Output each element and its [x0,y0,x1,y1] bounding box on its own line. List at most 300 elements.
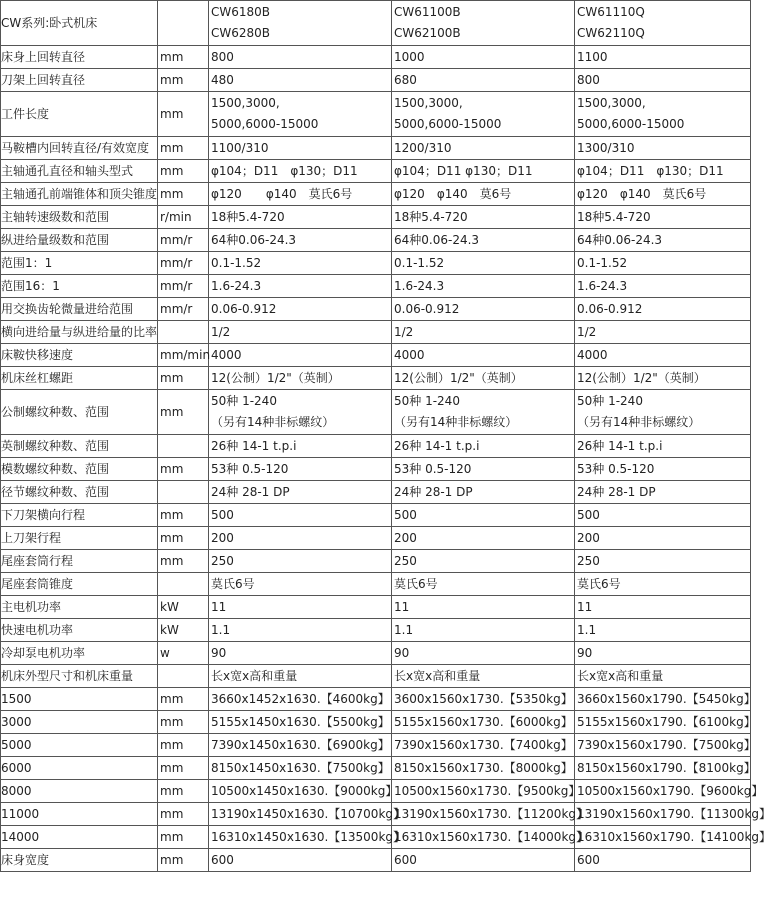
value-cell [209,849,392,872]
table-row [1,92,751,137]
value-cell [575,596,751,619]
value-cell [209,390,392,435]
value-cell [392,458,575,481]
row-label: 机床丝杠螺距 [1,367,158,390]
value-cell [575,527,751,550]
row-unit [158,321,209,344]
row-unit: r/min [158,206,209,229]
table-row [1,596,751,619]
row-unit: mm [158,826,209,849]
value-cell [575,160,751,183]
value-line: 7390x1560x1790.【7500kg】 [577,737,756,752]
value-line: 0.06-0.912 [577,301,643,316]
value-line: 200 [394,530,417,545]
value-cell [209,573,392,596]
value-line: 12(公制）1/2"（英制） [211,370,340,385]
row-unit [158,573,209,596]
row-label: 尾座套筒行程 [1,550,158,573]
value-cell [575,550,751,573]
value-cell [209,275,392,298]
row-label: 纵进给量级数和范围 [1,229,158,252]
value-line: 长x宽x高和重量 [211,668,298,683]
value-line: 24种 28-1 DP [394,484,473,499]
table-row [1,435,751,458]
value-line: 50种 1-240 [211,394,277,408]
model-name: CW62110Q [577,26,645,40]
value-cell [209,458,392,481]
value-line: 1.6-24.3 [394,278,445,293]
value-line: （另有14种非标螺纹） [394,415,518,429]
value-cell [209,504,392,527]
value-cell [392,757,575,780]
value-line: 1.1 [394,622,414,637]
value-cell [392,183,575,206]
value-line: （另有14种非标螺纹） [211,415,335,429]
value-cell [575,780,764,803]
value-line: 1100 [577,49,608,64]
value-cell [575,367,751,390]
value-cell [392,780,581,803]
value-line: 11 [394,599,410,614]
value-cell [575,573,751,596]
row-label: 马鞍槽内回转直径/有效宽度 [1,137,158,160]
row-label: 床身宽度 [1,849,158,872]
row-label: 8000 [1,780,158,803]
value-line: 600 [211,852,234,867]
value-cell [575,137,751,160]
table-row [1,344,751,367]
table-row [1,642,751,665]
value-line: 1/2 [394,324,414,339]
value-cell [575,321,751,344]
row-label: 工件长度 [1,92,158,137]
value-cell [575,344,751,367]
value-line: 1500,3000, [577,96,646,110]
value-cell [575,665,751,688]
value-cell [575,734,756,757]
row-unit: mm [158,183,209,206]
value-line: 13190x1450x1630.【10700kg】 [211,806,406,821]
row-unit: mm/r [158,229,209,252]
value-line: 26种 14-1 t.p.i [211,438,297,453]
value-cell [209,344,392,367]
row-unit: mm/r [158,298,209,321]
value-line: 长x宽x高和重量 [577,668,664,683]
value-line: φ120 φ140 莫6号 [394,186,512,201]
value-line: 11 [211,599,227,614]
row-unit [158,481,209,504]
value-line: 1.6-24.3 [211,278,262,293]
value-cell [209,711,392,734]
value-cell [575,183,751,206]
value-cell [392,688,575,711]
value-line: 7390x1560x1730.【7400kg】 [394,737,573,752]
value-cell [392,642,575,665]
value-cell [575,206,751,229]
unit-header-cell [158,1,209,46]
value-cell [209,826,406,849]
row-unit: mm [158,734,209,757]
value-line: 莫氏6号 [211,576,255,591]
row-label: 范围1：1 [1,252,158,275]
value-line: 24种 28-1 DP [577,484,656,499]
value-line: 8150x1560x1730.【8000kg】 [394,760,573,775]
value-line: 26种 14-1 t.p.i [577,438,663,453]
value-line: 5155x1560x1790.【6100kg】 [577,714,756,729]
table-row [1,527,751,550]
value-line: 1500,3000, [394,96,463,110]
row-label: 公制螺纹种数、范围 [1,390,158,435]
value-cell [209,665,392,688]
row-label: 3000 [1,711,158,734]
table-row [1,481,751,504]
value-cell [209,596,392,619]
value-cell [575,826,771,849]
value-cell [575,435,751,458]
value-line: 53种 0.5-120 [577,461,655,476]
row-unit: mm [158,390,209,435]
row-unit: mm/min [158,344,209,367]
value-cell [575,69,751,92]
value-cell [392,160,575,183]
table-row [1,46,751,69]
value-cell [392,344,575,367]
row-label: 快速电机功率 [1,619,158,642]
value-line: φ120 φ140 莫氏6号 [577,186,707,201]
row-unit: mm/r [158,275,209,298]
table-row [1,69,751,92]
value-cell [392,596,575,619]
row-label: 11000 [1,803,158,826]
value-line: 1.1 [211,622,231,637]
value-cell [575,619,751,642]
row-unit: mm [158,504,209,527]
value-cell [392,573,575,596]
value-line: 250 [577,553,600,568]
value-cell [209,688,392,711]
value-line: 500 [211,507,234,522]
value-cell [209,183,392,206]
value-cell [392,206,575,229]
row-unit: mm [158,849,209,872]
value-cell [575,849,751,872]
value-line: 200 [211,530,234,545]
row-unit: mm [158,69,209,92]
value-cell [392,275,575,298]
value-line: 0.06-0.912 [394,301,460,316]
table-row [1,734,751,757]
value-line: 13190x1560x1730.【11200kg】 [394,806,589,821]
value-line: 0.1-1.52 [211,255,262,270]
value-cell [209,481,392,504]
value-line: 7390x1450x1630.【6900kg】 [211,737,390,752]
row-unit: mm [158,688,209,711]
value-line: 600 [577,852,600,867]
value-cell [392,711,575,734]
value-cell [209,69,392,92]
row-label: 1500 [1,688,158,711]
value-cell [209,46,392,69]
value-cell [209,734,392,757]
value-line: 50种 1-240 [394,394,460,408]
value-cell [392,527,575,550]
value-line: （另有14种非标螺纹） [577,415,701,429]
row-unit: mm [158,711,209,734]
value-cell [392,321,575,344]
value-line: 90 [577,645,593,660]
value-cell [392,92,575,137]
value-cell [392,504,575,527]
value-line: 18种5.4-720 [577,209,651,224]
value-cell [575,688,756,711]
value-line: 64种0.06-24.3 [211,232,297,247]
value-line: 10500x1560x1730.【9500kg】 [394,783,581,798]
value-line: 1/2 [211,324,231,339]
value-cell [209,229,392,252]
value-cell [392,69,575,92]
value-line: 24种 28-1 DP [211,484,290,499]
value-line: 5000,6000-15000 [211,117,319,131]
value-cell [575,458,751,481]
row-unit: mm [158,757,209,780]
table-row [1,298,751,321]
row-unit: mm [158,367,209,390]
value-cell [209,252,392,275]
value-line: 90 [394,645,410,660]
value-cell [392,619,575,642]
value-cell [392,298,575,321]
value-line: φ120 φ140 莫氏6号 [211,186,353,201]
table-row [1,780,751,803]
value-line: 4000 [211,347,242,362]
value-line: 1200/310 [394,140,452,155]
model-name: CW6280B [211,26,271,40]
value-line: 16310x1560x1730.【14000kg】 [394,829,589,844]
value-line: 5000,6000-15000 [577,117,685,131]
value-cell [575,504,751,527]
value-cell [575,757,756,780]
model-header-1 [209,1,392,46]
value-line: 50种 1-240 [577,394,643,408]
value-line: 600 [394,852,417,867]
row-label: 英制螺纹种数、范围 [1,435,158,458]
row-label: 主轴通孔前端锥体和顶尖锥度 [1,183,158,206]
row-label: 14000 [1,826,158,849]
value-line: 1.6-24.3 [577,278,628,293]
model-header-3 [575,1,751,46]
row-label: 模数螺纹种数、范围 [1,458,158,481]
row-label: 5000 [1,734,158,757]
table-row [1,573,751,596]
value-line: 26种 14-1 t.p.i [394,438,480,453]
value-cell [209,298,392,321]
row-unit: mm [158,46,209,69]
value-cell [392,390,575,435]
value-cell [392,826,589,849]
value-cell [209,435,392,458]
row-label: 主电机功率 [1,596,158,619]
table-row [1,711,751,734]
value-line: 1100/310 [211,140,269,155]
value-line: 90 [211,645,227,660]
table-row [1,665,751,688]
value-line: 53种 0.5-120 [211,461,289,476]
row-label: 机床外型尺寸和机床重量 [1,665,158,688]
value-line: 4000 [577,347,608,362]
table-row [1,367,751,390]
value-line: 0.1-1.52 [394,255,445,270]
value-cell [392,481,575,504]
value-line: 11 [577,599,593,614]
value-cell [575,92,751,137]
value-line: 1300/310 [577,140,635,155]
row-unit: mm [158,803,209,826]
row-unit: mm [158,458,209,481]
row-unit: mm [158,137,209,160]
value-line: 4000 [394,347,425,362]
table-title [1,1,158,46]
value-line: 3600x1560x1730.【5350kg】 [394,691,573,706]
row-label: 冷却泵电机功率 [1,642,158,665]
table-row [1,137,751,160]
value-line: 莫氏6号 [394,576,438,591]
value-cell [575,390,751,435]
value-line: 10500x1560x1790.【9600kg】 [577,783,764,798]
value-cell [575,298,751,321]
value-cell [209,803,406,826]
value-cell [209,321,392,344]
row-unit: mm/r [158,252,209,275]
value-line: 16310x1560x1790.【14100kg】 [577,829,771,844]
value-line: 18种5.4-720 [211,209,285,224]
value-cell [209,780,398,803]
table-row [1,803,751,826]
value-cell [575,46,751,69]
value-line: φ104；D11 φ130；D11 [211,163,358,178]
value-cell [209,619,392,642]
value-line: 1/2 [577,324,597,339]
value-line: 0.1-1.52 [577,255,628,270]
value-cell [575,481,751,504]
value-cell [209,757,392,780]
value-line: 53种 0.5-120 [394,461,472,476]
table-row [1,458,751,481]
value-line: 480 [211,72,234,87]
value-cell [209,527,392,550]
value-line: 5155x1560x1730.【6000kg】 [394,714,573,729]
value-cell [392,46,575,69]
value-cell [209,550,392,573]
value-line: 3660x1452x1630.【4600kg】 [211,691,390,706]
model-name: CW61100B [394,5,461,19]
model-header-2 [392,1,575,46]
value-cell [209,206,392,229]
value-cell [575,711,756,734]
row-label: 刀架上回转直径 [1,69,158,92]
row-label: 用交换齿轮微量进给范围 [1,298,158,321]
value-line: 800 [577,72,600,87]
table-row [1,849,751,872]
value-cell [392,435,575,458]
value-line: 16310x1450x1630.【13500kg】 [211,829,406,844]
value-cell [575,252,751,275]
row-unit: w [158,642,209,665]
row-label: 主轴转速级数和范围 [1,206,158,229]
model-name: CW62100B [394,26,461,40]
value-cell [392,229,575,252]
row-unit: kW [158,596,209,619]
value-cell [575,642,751,665]
table-row [1,619,751,642]
model-name: CW6180B [211,5,271,19]
value-cell [209,642,392,665]
value-line: 64种0.06-24.3 [394,232,480,247]
value-line: 8150x1560x1790.【8100kg】 [577,760,756,775]
value-line: 680 [394,72,417,87]
header-row [1,1,751,46]
row-label: 下刀架横向行程 [1,504,158,527]
row-unit: mm [158,92,209,137]
row-label: 横向进给量与纵进给量的比率 [1,321,158,344]
value-line: 1500,3000, [211,96,280,110]
value-cell [392,252,575,275]
value-line: 12(公制）1/2"（英制） [394,370,523,385]
value-line: 10500x1450x1630.【9000kg】 [211,783,398,798]
row-label: 尾座套筒锥度 [1,573,158,596]
row-unit: mm [158,160,209,183]
table-row [1,504,751,527]
value-cell [392,734,575,757]
row-label: 6000 [1,757,158,780]
table-row [1,183,751,206]
table-row [1,390,751,435]
value-cell [392,803,589,826]
value-line: 500 [577,507,600,522]
table-row [1,160,751,183]
value-line: 250 [394,553,417,568]
value-line: 莫氏6号 [577,576,621,591]
value-line: 8150x1450x1630.【7500kg】 [211,760,390,775]
row-unit: mm [158,780,209,803]
model-name: CW61110Q [577,5,645,19]
row-label: 床身上回转直径 [1,46,158,69]
value-cell [575,803,771,826]
value-cell [392,137,575,160]
table-row [1,275,751,298]
value-line: 12(公制）1/2"（英制） [577,370,706,385]
table-row [1,550,751,573]
value-cell [575,275,751,298]
row-unit [158,435,209,458]
value-cell [209,367,392,390]
table-row [1,252,751,275]
row-label: 径节螺纹种数、范围 [1,481,158,504]
value-line: 64种0.06-24.3 [577,232,663,247]
row-unit: mm [158,550,209,573]
value-line: 18种5.4-720 [394,209,468,224]
table-row [1,321,751,344]
value-line: 3660x1560x1790.【5450kg】 [577,691,756,706]
value-line: 500 [394,507,417,522]
table-title-text: CW系列:卧式机床 [1,15,98,30]
value-line: 200 [577,530,600,545]
row-unit [158,665,209,688]
value-line: 1.1 [577,622,597,637]
table-row [1,688,751,711]
value-line: 长x宽x高和重量 [394,668,481,683]
row-label: 床鞍快移速度 [1,344,158,367]
value-line: 13190x1560x1790.【11300kg】 [577,806,771,821]
